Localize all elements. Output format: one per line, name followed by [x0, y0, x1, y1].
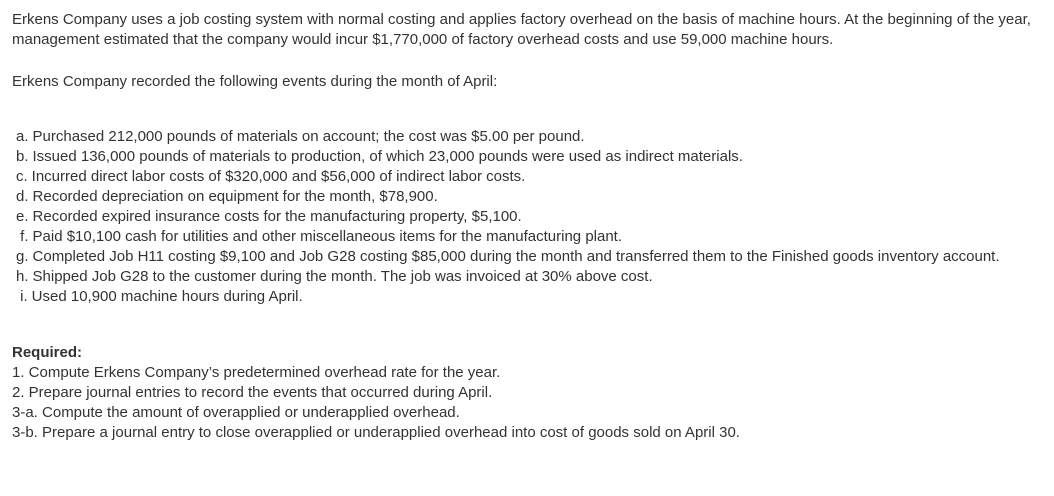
required-title: Required: — [12, 344, 83, 361]
event-item — [16, 167, 1046, 187]
event-item — [16, 227, 1046, 247]
event-item — [16, 127, 1046, 147]
event-item — [16, 147, 1046, 167]
event-item — [16, 267, 1046, 287]
event-text: Recorded depreciation on equipment for the month, $78,900. — [32, 188, 438, 205]
event-text: Paid $10,100 cash for utilities and other miscellaneous items for the manufacturing plant. — [32, 228, 623, 245]
required-item: 3-b. Prepare a journal entry to close overapplied or underapplied overhead into cost of goods sold on April 30. — [12, 424, 740, 441]
required-item: 3-a. Compute the amount of overapplied or underapplied overhead. — [12, 404, 460, 421]
event-text: Recorded expired insurance costs for the manufacturing property, $5,100. — [32, 208, 522, 225]
event-text: Shipped Job G28 to the customer during the month. The job was invoiced at 30% above cost. — [32, 268, 653, 285]
event-item — [16, 187, 1046, 207]
event-marker: a. — [16, 128, 29, 145]
event-item — [16, 207, 1046, 227]
event-marker: f. — [16, 228, 29, 245]
event-marker: i. — [16, 288, 28, 305]
events-list — [12, 127, 1046, 307]
event-marker: h. — [16, 268, 29, 285]
event-marker: d. — [16, 188, 29, 205]
event-marker: g. — [16, 248, 29, 265]
required-section — [12, 343, 1046, 443]
intro-paragraph: Erkens Company uses a job costing system with normal costing and applies factory overhead on the basis of machine hours. At the beginning of the year, management estimated that the company would incur $1,770,000 of factory overhead costs and use 59,000 machine hours. — [12, 11, 1031, 48]
event-marker: b. — [16, 148, 29, 165]
event-text: Completed Job H11 costing $9,100 and Job G28 costing $85,000 during the month and transferred them to the Finished goods inventory account. — [32, 248, 1000, 265]
required-item: 2. Prepare journal entries to record the events that occurred during April. — [12, 384, 493, 401]
event-text: Used 10,900 machine hours during April. — [31, 288, 303, 305]
event-text: Purchased 212,000 pounds of materials on account; the cost was $5.00 per pound. — [32, 128, 585, 145]
required-item: 1. Compute Erkens Company’s predetermined overhead rate for the year. — [12, 364, 501, 381]
events-heading: Erkens Company recorded the following events during the month of April: — [12, 73, 498, 90]
event-text: Incurred direct labor costs of $320,000 and $56,000 of indirect labor costs. — [31, 168, 526, 185]
event-marker: c. — [16, 168, 28, 185]
event-text: Issued 136,000 pounds of materials to production, of which 23,000 pounds were used as indirect materials. — [32, 148, 743, 165]
event-item — [16, 287, 1046, 307]
event-marker: e. — [16, 208, 29, 225]
required-list — [12, 363, 1046, 443]
event-item — [16, 247, 1046, 267]
